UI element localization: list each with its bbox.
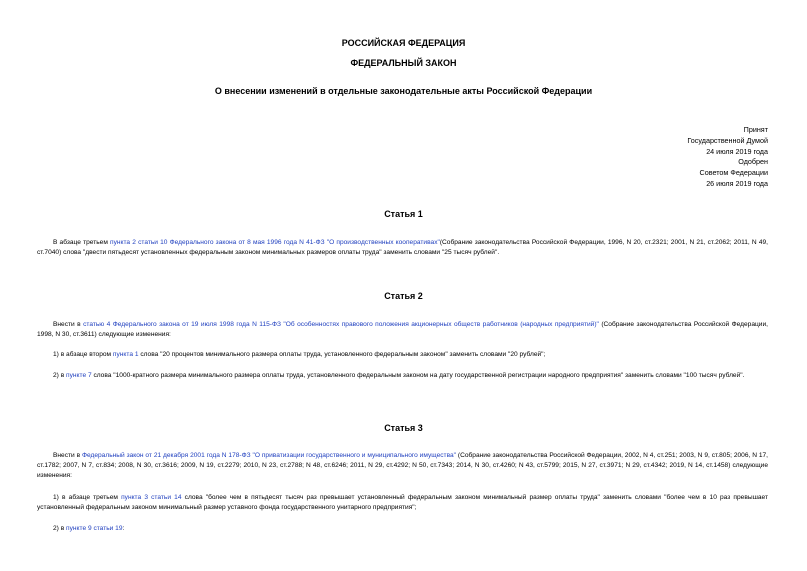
article-2-paragraph-3: 2) в пункте 7 слова "1000-кратного размера минимального размера оплаты труда, установленного федеральным законом на дату государственной регистрации народного предприятия" заменить словами "100 тысяч рублей".	[53, 372, 745, 379]
adopted-by: Государственной Думой	[687, 135, 768, 145]
article-2-link-2[interactable]: пункта 1	[112, 351, 139, 358]
article-2-link-3[interactable]: пункте 7	[66, 372, 92, 379]
approved-label: Одобрен	[738, 157, 768, 167]
article-1-paragraph: В абзаце третьем пункта 2 статьи 10 Федерального закона от 8 мая 1996 года N 41-ФЗ "О производственных кооперативах"(Собрание законодательства Российской Федерации, 1996, N 20, ст.2321; 2001, N 21, ст.2062; 2011, N 49, ст.7040) слова "двести пятьдесят установленных федеральным законом минимальных размеров оплаты труда" заменить словами "25 тысяч рублей".	[37, 239, 768, 257]
article-3-paragraph-2: 1) в абзаце третьем пункта 3 статьи 14 слова "более чем в пятьдесят тысяч раз превышает установленный федеральным законом минимальный размер оплаты труда" заменить словами "более чем в 10 раз превышает установленный федеральным законом минимальный размер уставного фонда государственного унитарного предприятия";	[37, 494, 769, 512]
article-1-heading: Статья 1	[384, 209, 423, 219]
adoption-block	[687, 125, 768, 190]
article-2-paragraph-1: Внести в статью 4 Федерального закона от 19 июля 1998 года N 115-ФЗ "Об особенностях правового положения акционерных обществ работников (народных предприятий)" (Собрание законодательства Российской Федерации, 1998, N 30, ст.3611) следующие изменения:	[37, 321, 768, 339]
article-1-link[interactable]: пункта 2 статьи 10 Федерального закона от 8 мая 1996 года N 41-ФЗ "О производственных кооперативах"	[110, 239, 440, 246]
country-heading: РОССИЙСКАЯ ФЕДЕРАЦИЯ	[341, 38, 466, 48]
adopted-date: 24 июля 2019 года	[706, 146, 768, 156]
adopted-label: Принят	[743, 125, 768, 134]
article-3-link-1[interactable]: Федеральный закон от 21 декабря 2001 года N 178-ФЗ "О приватизации государственного и муниципального имущества"	[81, 452, 457, 459]
article-3-paragraph-3: 2) в пункте 9 статьи 19:	[53, 525, 125, 532]
article-3-link-2[interactable]: пункта 3 статьи 14	[121, 494, 182, 501]
article-2-link-1[interactable]: статью 4 Федерального закона от 19 июля 1998 года N 115-ФЗ "Об особенностях правового положения акционерных обществ работников (народных предприятий)"	[83, 321, 599, 328]
article-3-heading: Статья 3	[384, 423, 423, 433]
law-title: О внесении изменений в отдельные законодательные акты Российской Федерации	[214, 86, 593, 96]
law-type-heading: ФЕДЕРАЛЬНЫЙ ЗАКОН	[350, 58, 457, 68]
article-3-paragraph-1: Внести в Федеральный закон от 21 декабря 2001 года N 178-ФЗ "О приватизации государственного и муниципального имущества" (Собрание законодательства Российской Федерации, 2002, N 4, ст.251; 2003, N 9, ст.805; 2006, N 17, ст.1782; 2007, N 7, ст.834; 2008, N 30, ст.3616; 2009, N 19, ст.2279; 2010, N 23, ст.2788; N 48, ст.6246; 2011, N 29, ст.4292; N 50, ст.7343; 2014, N 30, ст.4260; N 43, ст.5799; 2015, N 27, ст.3971; N 29, ст.4342; 2019, N 14, ст.1458) следующие изменения:	[37, 452, 769, 480]
article-2-heading: Статья 2	[384, 291, 423, 301]
article-2-paragraph-2: 1) в абзаце втором пункта 1 слова "20 процентов минимального размера оплаты труда, установленного федеральным законом" заменить словами "20 рублей";	[53, 351, 546, 358]
approved-by: Советом Федерации	[699, 168, 768, 178]
article-3-link-3[interactable]: пункте 9 статьи 19	[66, 525, 123, 532]
approved-date: 26 июля 2019 года	[706, 178, 768, 188]
